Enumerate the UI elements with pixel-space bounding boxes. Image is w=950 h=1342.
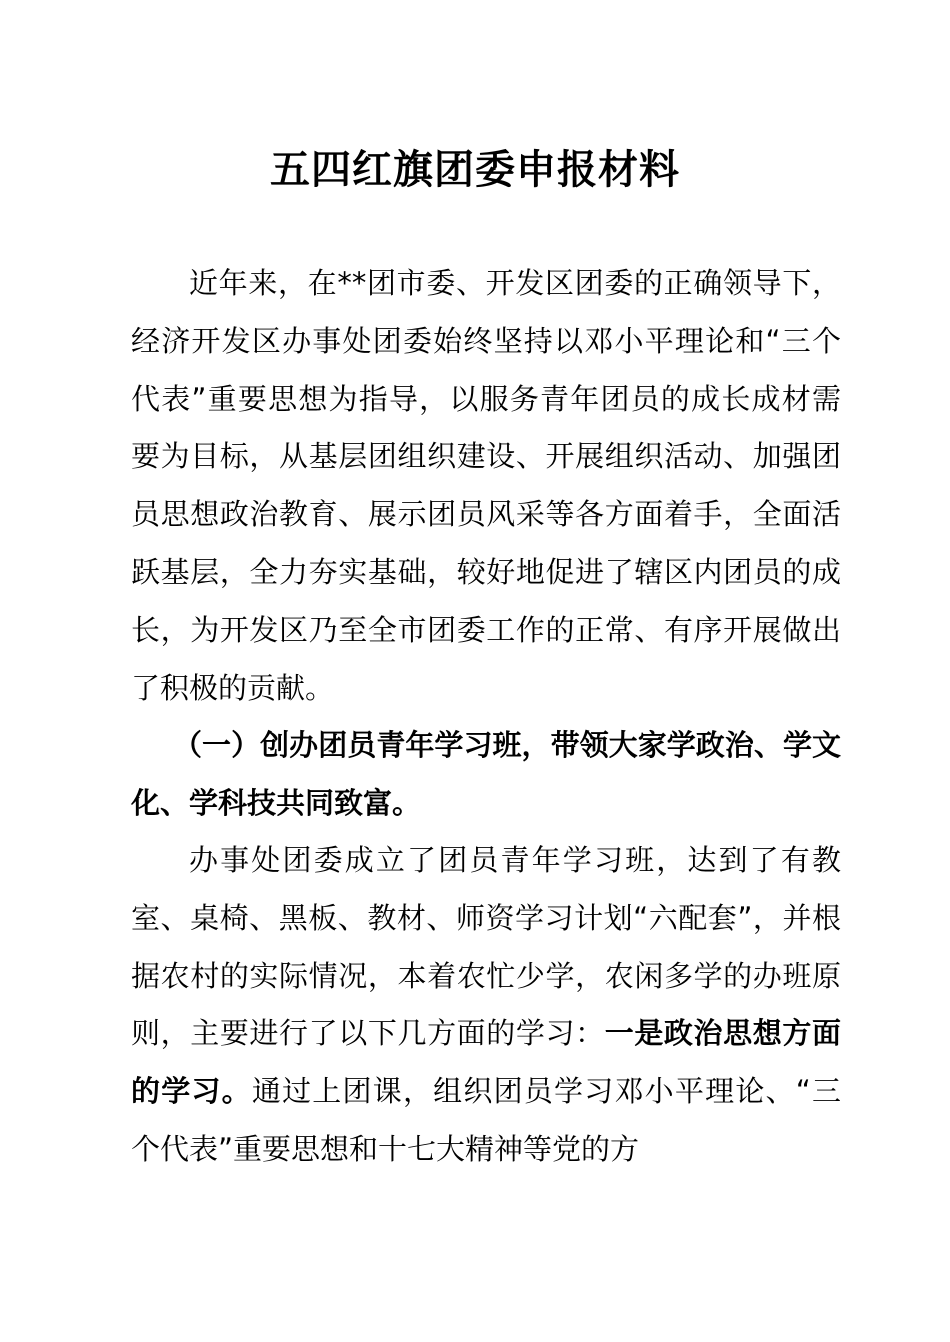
paragraph-study-class-text-2: 通过上团课，组织团员学习邓小平理论、“三个代表”重要思想和十七大精神等党的方 [131,1074,841,1166]
paragraph-study-class-text-1: 办事处团委成立了团员青年学习班，达到了有教室、桌椅、黑板、教材、师资学习计划“六配套”，并根据农村的实际情况，本着农忙少学，农闲多学的办班原则，主要进行了以下几方面的学习： [131,843,841,1051]
paragraph-study-class-bold: 一是政治思想方面的学习。 [131,1016,841,1109]
document-title: 五四红旗团委申报材料 [270,147,680,193]
paragraph-study-class [131,832,841,1179]
section-heading-1: （一）创办团员青年学习班，带领大家学政治、学文化、学科技共同致富。 [131,728,841,820]
paragraph-intro: 近年来，在**团市委、开发区团委的正确领导下，经济开发区办事处团委始终坚持以邓小平理论和“三个代表”重要思想为指导，以服务青年团员的成长成材需要为目标，从基层团组织建设、开展组织活动、加强团员思想政治教育、展示团员风采等各方面着手，全面活跃基层，全力夯实基础，较好地促进了辖区内团员的成长，为开发区乃至全市团委工作的正常、有序开展做出了积极的贡献。 [131,266,841,705]
